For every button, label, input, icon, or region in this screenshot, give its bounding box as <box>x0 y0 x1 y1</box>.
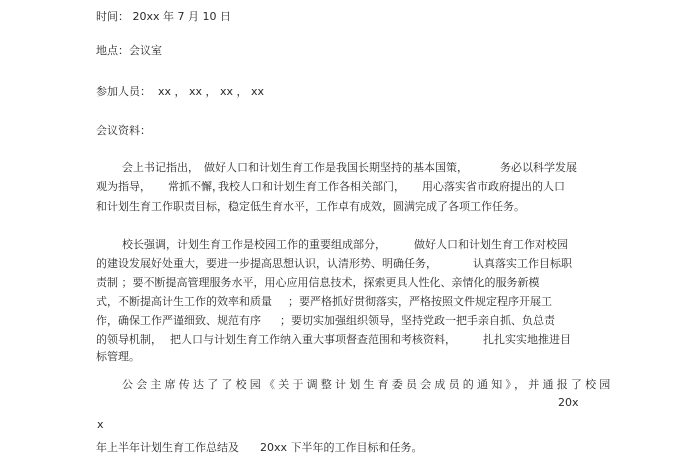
para2-text: ；要切实加强组织领导，坚持党政一把手亲自抓、负总责 <box>280 314 555 327</box>
para3-text: 20xx 下半年的工作目标和任务。 <box>260 441 423 454</box>
para2-text: 式，不断提高计生工作的效率和质量 <box>96 295 272 308</box>
para1-text: 观为指导， <box>96 180 151 193</box>
meeting-time: 时间： 20xx 年 7 月 10 日 <box>96 10 231 23</box>
para2-text: 标管理。 <box>96 350 140 363</box>
para2-text: 校长强调， <box>122 238 177 251</box>
para2-text: 认真落实工作目标职 <box>473 257 572 270</box>
para2-text: 把人口与计划生育工作纳入重大事项督查范围和考核资料， <box>170 333 456 346</box>
para2-text: 的领导机制， <box>96 333 162 346</box>
para1-text: 务必以科学发展 <box>500 161 577 174</box>
para2-text: ；要严格抓好贯彻落实，严格按照文件规定程序开展工 <box>288 295 552 308</box>
para3-text: x <box>97 418 104 431</box>
para3-text: 公会主席传达了了校园《关于调整计划生育委员会成员的通知》，并通报了校园 <box>122 378 614 391</box>
para3-text: 年上半年计划生育工作总结及 <box>96 441 239 454</box>
para1-text: 会上书记指出， <box>122 161 199 174</box>
para2-text: 作，确保工作严谨细致、规范有序 <box>96 314 261 327</box>
para3-text: 20x <box>558 396 579 409</box>
para1-text: 用心落实省市政府提出的人口 <box>422 180 565 193</box>
para1-text: 我校人口和计划生育工作各相关部门， <box>218 180 405 193</box>
para2-text: 扎扎实实地推进目 <box>483 333 571 346</box>
para1-text: 常抓不懈， <box>168 180 223 193</box>
para2-text: 计划生育工作是校园工作的重要组成部分， <box>177 238 386 251</box>
para2-text: 做好人口和计划生育工作对校园 <box>414 238 568 251</box>
meeting-attendees: 参加人员： xx ， xx ， xx ， xx <box>96 85 265 98</box>
para1-text: 做好人口和计划生育工作是我国长期坚持的基本国策， <box>204 161 468 174</box>
para2-text: 责制 ；要不断提高管理服务水平，用心应用信息技术，探索更具人性化、亲情化的服务新模 <box>96 276 540 289</box>
meeting-location: 地点：会议室 <box>96 44 162 57</box>
meeting-materials-label: 会议资料： <box>96 124 151 137</box>
para2-text: 的建设发展好处重大，要进一步提高思想认识，认清形势、明确任务， <box>96 257 437 270</box>
para1-text: 和计划生育工作职责目标，稳定低生育水平，工作卓有成效，圆满完成了各项工作任务。 <box>96 200 525 213</box>
